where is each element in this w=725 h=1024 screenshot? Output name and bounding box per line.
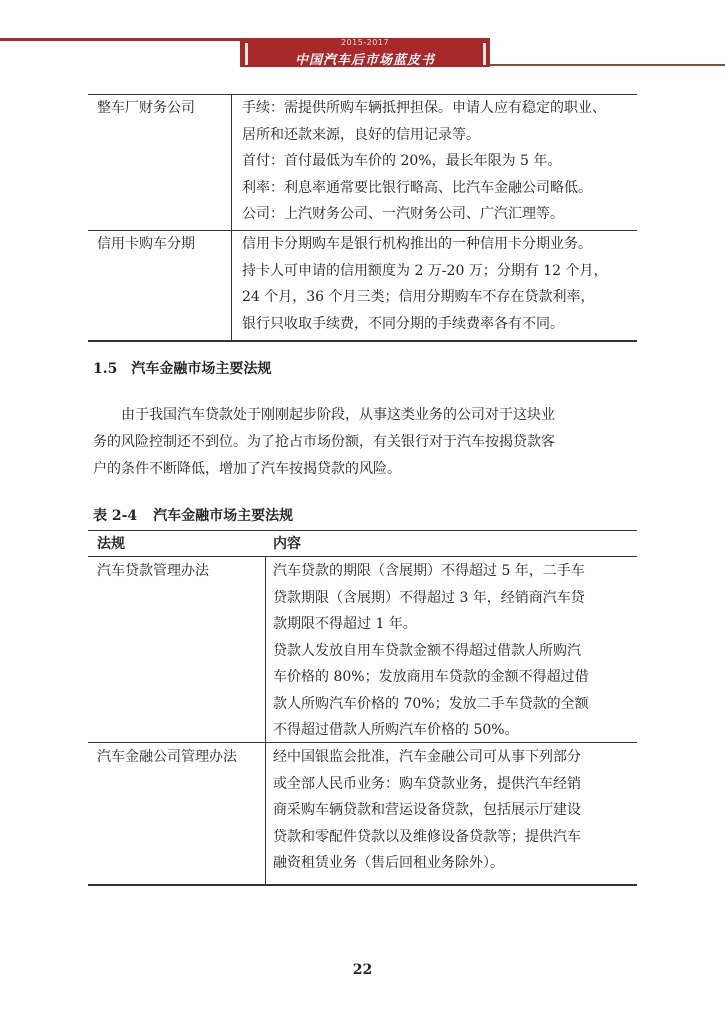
content-line: 不得超过借款人所购汽车价格的 50%。	[273, 722, 519, 738]
table-row-label: 汽车贷款管理办法	[97, 563, 209, 579]
table-row-content	[273, 558, 589, 744]
content-line: 款人所购汽车价格的 70%；发放二手车贷款的全额	[273, 695, 589, 712]
content-line: 贷款人发放自用车贷款金额不得超过借款人所购汽	[273, 642, 581, 659]
page-number: 22	[352, 962, 373, 978]
content-line: 经中国银监会批准，汽车金融公司可从事下列部分	[273, 749, 581, 765]
content-line: 款期限不得超过 1 年。	[273, 616, 417, 632]
content-line: 持卡人可申请的信用额度为 2 万-20 万；分期有 12 个月，	[242, 262, 608, 279]
table-row-label: 汽车金融公司管理办法	[97, 749, 237, 765]
header-rule-left	[0, 38, 244, 41]
table-row-content	[273, 744, 581, 877]
paragraph-line: 户的条件不断降低，增加了汽车按揭贷款的风险。	[93, 461, 401, 477]
table-bottom-rule	[88, 340, 637, 342]
content-line: 汽车贷款的期限（含展期）不得超过 5 年，二手车	[273, 563, 585, 579]
header-rule-right	[490, 64, 725, 66]
table-row-content	[242, 95, 606, 228]
table-header-rule	[88, 556, 637, 557]
table-bottom-rule	[88, 884, 637, 886]
table-column-divider	[231, 94, 232, 341]
table-row-label: 整车厂财务公司	[97, 100, 195, 116]
table-header-content: 内容	[273, 536, 301, 552]
content-line: 贷款期限（含展期）不得超过 3 年，经销商汽车贷	[273, 589, 585, 606]
content-line: 居所和还款来源，良好的信用记录等。	[242, 126, 480, 143]
table-row-label: 信用卡购车分期	[97, 236, 195, 252]
content-line: 信用卡分期购车是银行机构推出的一种信用卡分期业务。	[242, 236, 592, 252]
content-line: 首付：首付最低为车价的 20%，最长年限为 5 年。	[242, 153, 562, 169]
content-line: 车价格的 80%；发放商用车贷款的金额不得超过借	[273, 669, 589, 685]
section-title: 汽车金融市场主要法规	[131, 361, 272, 377]
content-line: 公司：上汽财务公司、一汽财务公司、广汽汇理等。	[242, 206, 564, 222]
paragraph-line: 由于我国汽车贷款处于刚刚起步阶段，从事这类业务的公司对于这块业	[121, 407, 555, 423]
section-heading	[93, 358, 271, 378]
content-line: 手续：需提供所购车辆抵押担保。申请人应有稳定的职业、	[242, 100, 606, 116]
header-title: 中国汽车后市场蓝皮书	[294, 53, 435, 68]
content-line: 利率：利息率通常要比银行略高、比汽车金融公司略低。	[242, 179, 592, 196]
content-line: 银行只收取手续费，不同分期的手续费率各有不同。	[242, 315, 564, 332]
content-line: 融资租赁业务（售后回租业务除外）。	[273, 855, 504, 871]
content-line: 贷款和零配件贷款以及维修设备贷款等；提供汽车	[273, 828, 581, 845]
section-number: 1.5	[93, 361, 118, 377]
table-caption-title: 汽车金融市场主要法规	[153, 508, 294, 524]
content-line: 24 个月，36 个月三类；信用分期购车不存在贷款利率，	[242, 289, 595, 305]
content-line: 商采购车辆贷款和营运设备贷款，包括展示厅建设	[273, 802, 581, 818]
header-years: 2015-2017	[340, 38, 390, 47]
table-caption	[93, 505, 293, 525]
table-caption-number: 表 2-4	[93, 508, 138, 524]
table-header-regulation: 法规	[97, 536, 125, 552]
content-line: 或全部人民币业务：购车贷款业务，提供汽车经销	[273, 775, 581, 792]
table-column-divider	[265, 556, 266, 885]
paragraph-line: 务的风险控制还不到位。为了抢占市场份额，有关银行对于汽车按揭贷款客	[93, 434, 555, 450]
body-paragraph	[93, 402, 641, 483]
table-row-content	[242, 231, 608, 337]
table-top-rule	[88, 530, 637, 531]
